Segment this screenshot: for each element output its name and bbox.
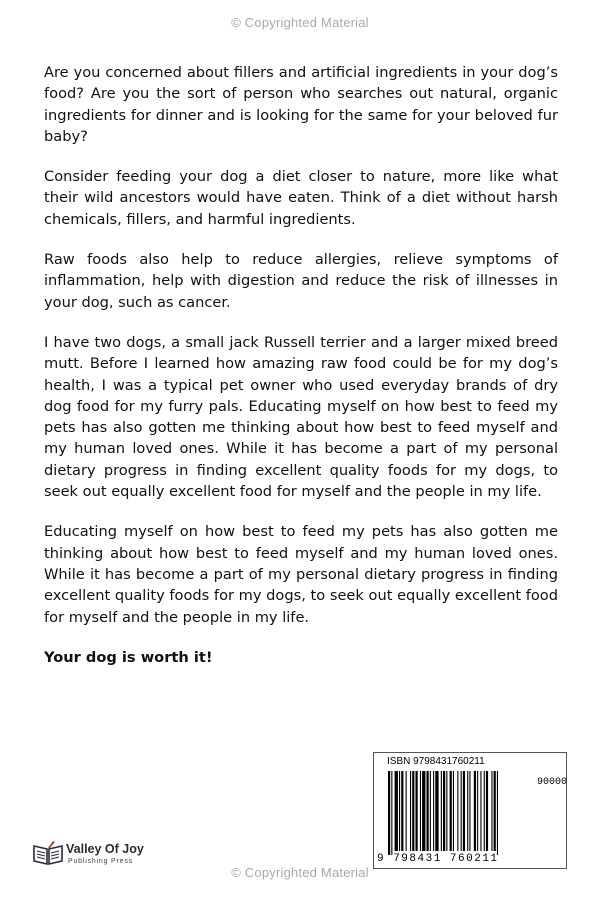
price-code: 90000 [537, 777, 568, 788]
copyright-watermark-bottom: © Copyrighted Material [231, 865, 369, 880]
copyright-watermark-top: © Copyrighted Material [231, 15, 369, 30]
paragraph-3: Raw foods also help to reduce allergies, relieve symptoms of inflammation, help with digestion and reduce the risk of illnesses in your dog, such as cancer. [44, 251, 558, 311]
paragraph-2: Consider feeding your dog a diet closer to nature, more like what their wild ancestors would have eaten. Think of a diet without harsh chemicals, fillers, and harmful ingredients. [44, 168, 558, 228]
back-cover-text [44, 62, 558, 687]
barcode-bars [388, 771, 538, 855]
paragraph-1: Are you concerned about fillers and artificial ingredients in your dog’s food? Are you the sort of person who searches out natural, organic ingredients for dinner and is looking for the same for your beloved fur baby? [44, 64, 558, 145]
publisher-subtitle: Publishing Press [68, 858, 133, 865]
paragraph-4: I have two dogs, a small jack Russell terrier and a larger mixed breed mutt. Before I learned how amazing raw food could be for my dog’s health, I was a typical pet owner who used everyday brands of dry dog food for my furry pals. Educating myself on how best to feed my pets has also gotten me thinking about how best to feed myself and my human loved ones. While it has become a part of my personal dietary progress in finding excellent quality foods for my dogs, to seek out equally excellent food for myself and the people in my life. [44, 333, 558, 501]
closing-line: Your dog is worth it! [44, 648, 213, 666]
isbn-barcode-block [373, 752, 567, 869]
isbn-digits: 9 798431 760211 [377, 853, 499, 865]
isbn-label: ISBN 9798431760211 [387, 756, 485, 767]
paragraph-5: Educating myself on how best to feed my pets has also gotten me thinking about how best to feed myself and my human loved ones. While it has become a part of my personal dietary progress in finding excellent quality foods for my dogs, to seek out equally excellent food for myself and the people in my life. [44, 523, 558, 626]
open-book-icon [32, 840, 64, 866]
publisher-name: Valley Of Joy [66, 842, 144, 856]
